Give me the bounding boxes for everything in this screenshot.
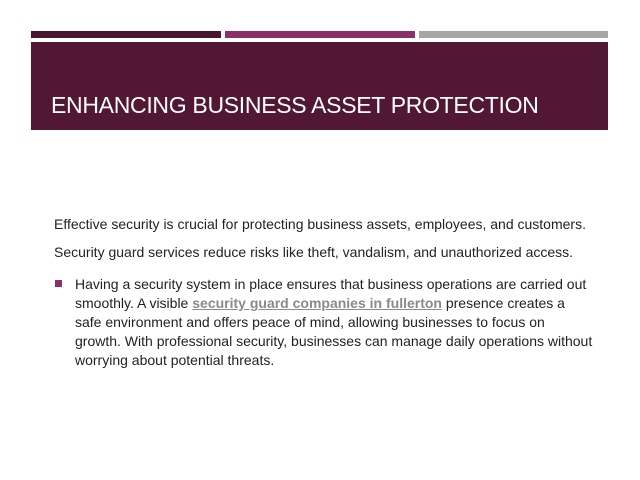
stripe-magenta bbox=[225, 31, 415, 38]
security-guard-link[interactable]: security guard companies in fullerton bbox=[192, 295, 442, 311]
slide-title: ENHANCING BUSINESS ASSET PROTECTION bbox=[51, 92, 539, 118]
bullet-item bbox=[54, 275, 594, 370]
slide-body bbox=[54, 215, 594, 370]
bullet-text-after: presence creates a safe environment and offers peace of mind, allowing businesses to focus on growth. With professional security, businesses can manage daily operations without worrying about potential threats. bbox=[75, 295, 593, 368]
paragraph-risks: Security guard services reduce risks like theft, vandalism, and unauthorized access. bbox=[54, 244, 574, 260]
title-banner bbox=[31, 42, 608, 130]
bullet-text bbox=[75, 275, 594, 370]
stripe-dark bbox=[31, 31, 221, 38]
paragraph-assets: Effective security is crucial for protecting business assets, employees, and customers. bbox=[54, 216, 586, 232]
stripe-gray bbox=[419, 31, 608, 38]
bullet-text-before: Having a security system in place ensures that business operations are carried out smoothly. A visible bbox=[75, 276, 587, 311]
top-stripes bbox=[31, 31, 608, 38]
square-bullet-icon bbox=[55, 280, 62, 287]
